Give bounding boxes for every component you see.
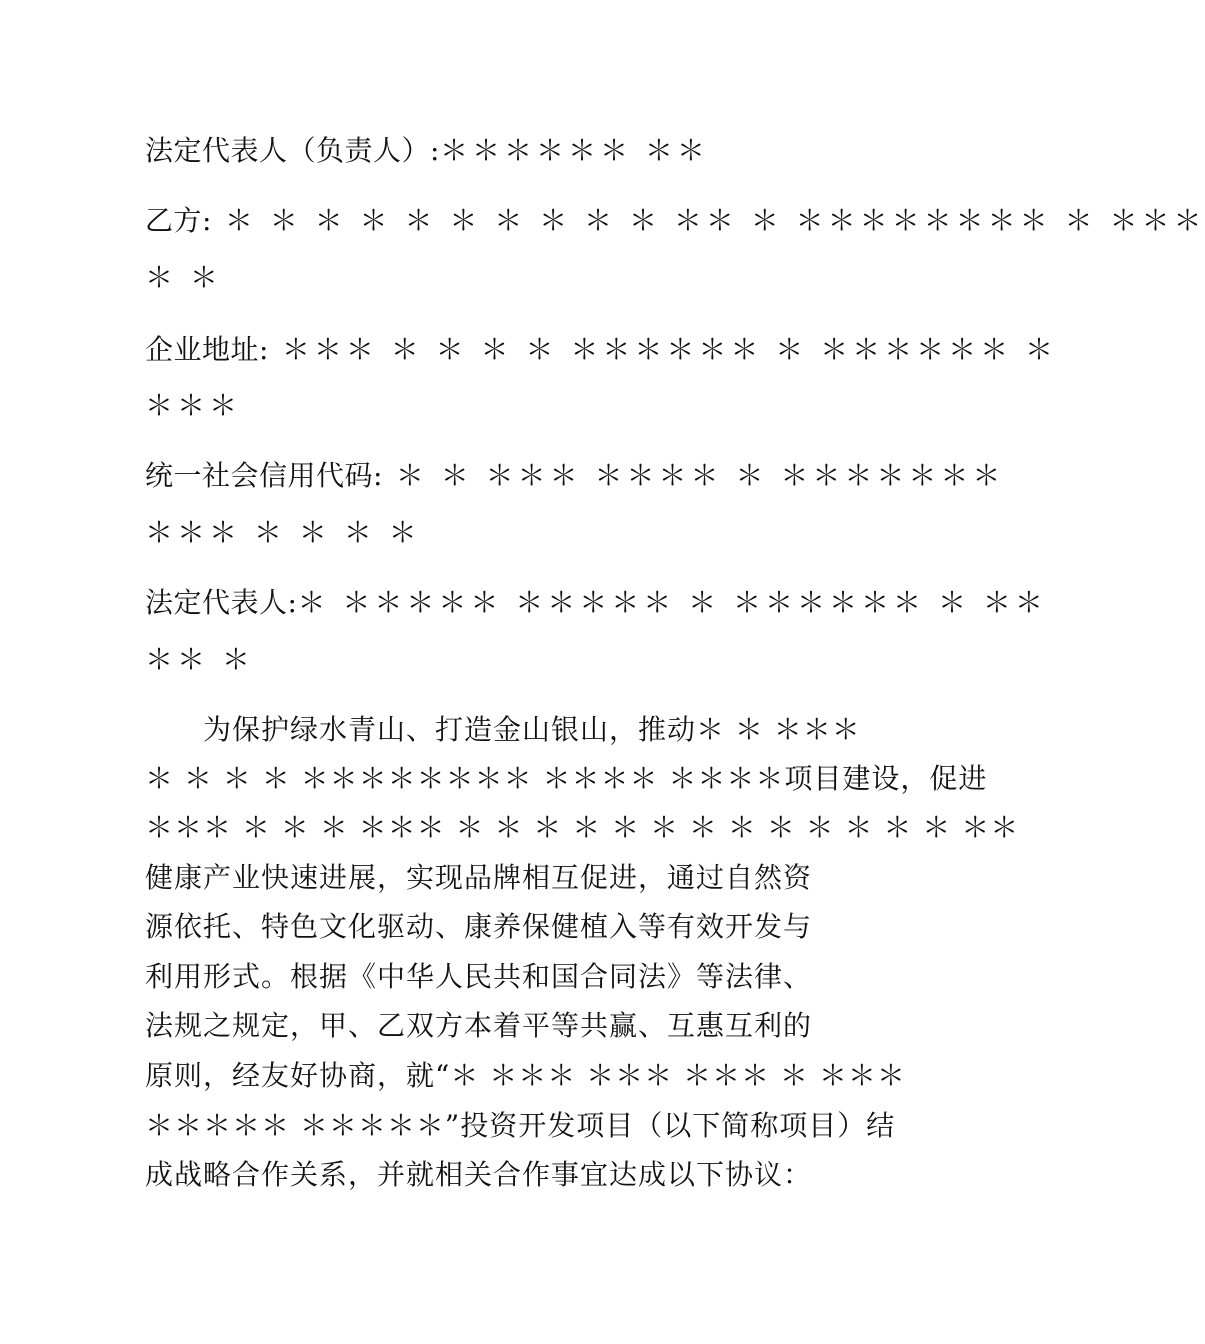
field-company-address bbox=[145, 330, 1058, 370]
field-label: 法定代表人（负责人）: bbox=[145, 134, 440, 167]
field-legal-rep-responsible bbox=[145, 131, 810, 171]
field-party-b-continued: ＊ ＊ bbox=[145, 261, 222, 294]
field-label: 企业地址: bbox=[145, 333, 269, 366]
paragraph-line: 源依托、特色文化驱动、康养保健植入等有效开发与 bbox=[145, 910, 813, 943]
paragraph-line: 法规之规定，甲、乙双方本着平等共赢、互惠互利的 bbox=[145, 1009, 813, 1042]
paragraph-line: ＊＊＊ ＊ ＊ ＊ ＊＊＊ ＊ ＊ ＊ ＊ ＊ ＊ ＊ ＊ ＊ ＊ ＊ ＊ ＊ ＊＊ bbox=[145, 811, 1020, 844]
field-label: 法定代表人: bbox=[145, 586, 298, 619]
field-company-address-continued: ＊＊＊ bbox=[145, 389, 242, 422]
field-value: ＊ ＊ ＊ ＊ ＊ ＊ ＊ ＊ ＊ ＊ ＊＊ ＊ ＊＊＊＊＊＊＊＊ ＊ ＊＊＊ bbox=[211, 204, 1205, 237]
field-value: ＊＊＊＊＊＊ ＊＊ bbox=[439, 134, 709, 167]
paragraph-line: 原则，经友好协商，就“＊ ＊＊＊ ＊＊＊ ＊＊＊ ＊ ＊＊＊ bbox=[145, 1059, 906, 1092]
field-credit-code bbox=[145, 456, 1005, 496]
paragraph-line: 健康产业快速进展，实现品牌相互促进，通过自然资 bbox=[145, 861, 813, 894]
paragraph-line: 为保护绿水青山、打造金山银山，推动＊ ＊ ＊＊＊ bbox=[145, 713, 861, 746]
field-legal-rep-continued: ＊＊ ＊ bbox=[145, 643, 254, 676]
field-value: ＊ ＊ ＊＊＊ ＊＊＊＊ ＊ ＊＊＊＊＊＊＊ bbox=[382, 459, 1005, 492]
field-label: 统一社会信用代码: bbox=[145, 459, 383, 492]
paragraph-line: 成战略合作关系，并就相关合作事宜达成以下协议： bbox=[145, 1158, 813, 1191]
paragraph-line: 利用形式。根据《中华人民共和国合同法》等法律、 bbox=[145, 960, 813, 993]
paragraph-line: ＊＊＊＊＊ ＊＊＊＊＊”投资开发项目（以下简称项目）结 bbox=[145, 1109, 896, 1142]
field-party-b bbox=[145, 201, 1205, 241]
field-legal-rep bbox=[145, 583, 1047, 623]
field-value: ＊ ＊＊＊＊＊ ＊＊＊＊＊ ＊ ＊＊＊＊＊＊ ＊ ＊＊ bbox=[297, 586, 1047, 619]
field-credit-code-continued: ＊＊＊ ＊ ＊ ＊ ＊ bbox=[145, 516, 421, 549]
field-label: 乙方: bbox=[145, 204, 212, 237]
paragraph-line: ＊ ＊ ＊ ＊ ＊＊＊＊＊＊＊＊ ＊＊＊＊ ＊＊＊＊项目建设，促进 bbox=[145, 762, 988, 795]
field-value: ＊＊＊ ＊ ＊ ＊ ＊ ＊＊＊＊＊＊ ＊ ＊＊＊＊＊＊ ＊ bbox=[268, 333, 1058, 366]
